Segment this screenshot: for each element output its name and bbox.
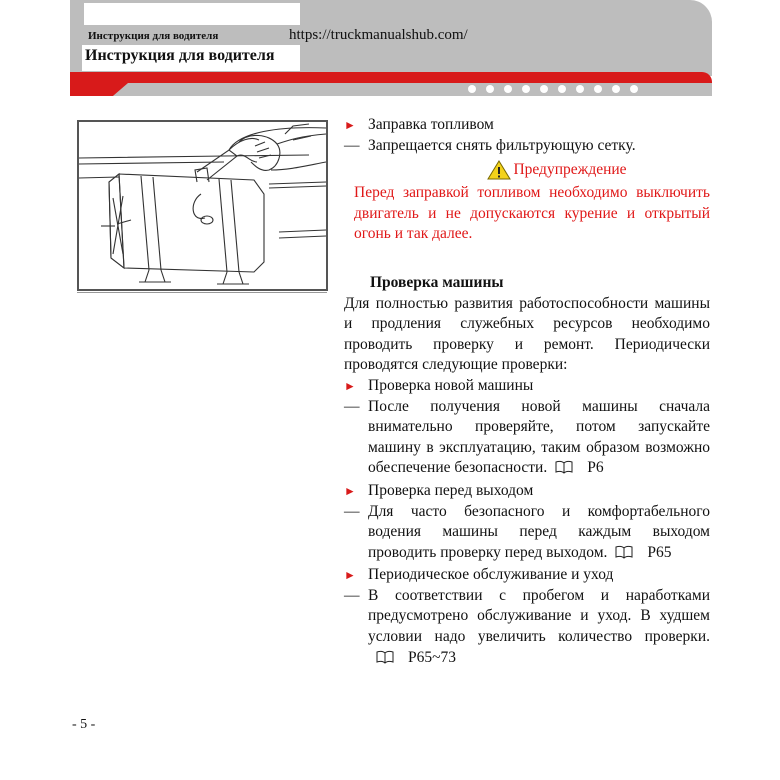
page-reference[interactable] [547, 459, 603, 476]
fuel-tank-refueling-icon [79, 122, 326, 289]
dash-bullet-icon: — [344, 502, 360, 520]
check-item-heading-row [344, 481, 710, 502]
triangle-bullet-icon: ► [344, 568, 356, 583]
check-item-text-row [344, 586, 710, 670]
header-dot [630, 85, 638, 93]
dash-bullet-icon: — [344, 136, 360, 154]
check-item-heading-row [344, 376, 710, 397]
page-reference-label: P65 [647, 543, 672, 561]
check-item-heading-row [344, 565, 710, 586]
header-dot [504, 85, 512, 93]
check-item-description: Для часто безопасного и комфортабельного водения машины перед каждым выходом проводить проверку перед выходом. [368, 502, 710, 561]
check-item-heading: Проверка новой машины [368, 376, 534, 394]
book-icon [555, 460, 573, 481]
triangle-bullet-icon: ► [344, 483, 356, 498]
header-dots [468, 85, 638, 93]
check-item-description: После получения новой машины сначала внимательно проверяйте, потом запускайте машину в эксплуатацию, таким образом возможно обеспечение безопасности. [368, 397, 710, 477]
dash-bullet-icon: — [344, 397, 360, 415]
dash-bullet-icon: — [344, 586, 360, 604]
check-item-heading: Проверка перед выходом [368, 481, 534, 499]
page-reference[interactable] [368, 649, 456, 666]
page-reference-label: P65~73 [408, 648, 457, 666]
header-blank-box [84, 3, 300, 25]
header-dot [594, 85, 602, 93]
page-reference[interactable] [607, 544, 671, 561]
fuel-heading: Заправка топливом [368, 116, 494, 133]
header-dot [486, 85, 494, 93]
section-title: Проверка машины [370, 273, 504, 291]
warning-title: Предупреждение [513, 160, 627, 178]
check-item-description: В соответствии с пробегом и наработками предусмотрено обслуживание и уход. В худшем условии надо увеличить количество проверки. [368, 586, 710, 646]
fuel-tank-figure [77, 120, 328, 291]
section-intro: Для полностью развития работоспособности машины и продления служебных ресурсов необходимо проводить проверку и ремонт. Периодически проводятся следующие проверки: [344, 294, 710, 374]
header-dot [558, 85, 566, 93]
header-red-stripe [70, 72, 712, 83]
check-item-text [368, 502, 710, 566]
header-dot [468, 85, 476, 93]
fuel-note: Запрещается снять фильтрующую сетку. [368, 136, 636, 154]
check-item-heading: Периодическое обслуживание и уход [368, 566, 614, 584]
figure-underline [77, 292, 327, 293]
check-item-text [368, 397, 710, 481]
check-item-text-row [344, 397, 710, 481]
content-column [344, 115, 710, 670]
warning-icon [487, 160, 511, 180]
triangle-bullet-icon: ► [344, 378, 356, 393]
warning-header [344, 159, 710, 181]
page-number: - 5 - [72, 717, 96, 732]
book-icon [376, 650, 394, 671]
fuel-heading-row [344, 115, 710, 136]
header-small-title: Инструкция для водителя [88, 30, 219, 42]
check-item-text-row [344, 502, 710, 566]
warning-text: Перед заправкой топливом необходимо выключить двигатель и не допускаются курение и открытый огонь и так далее. [354, 184, 710, 243]
fuel-note-row [344, 136, 710, 157]
page-reference-label: P6 [587, 459, 604, 477]
header-dot [612, 85, 620, 93]
header-dot [540, 85, 548, 93]
header-dot [522, 85, 530, 93]
header-url[interactable]: https://truckmanualshub.com/ [289, 27, 468, 43]
check-item-text [368, 586, 710, 670]
page-title: Инструкция для водителя [85, 47, 275, 64]
header-dot [576, 85, 584, 93]
book-icon [615, 545, 633, 566]
triangle-bullet-icon: ► [344, 118, 356, 132]
